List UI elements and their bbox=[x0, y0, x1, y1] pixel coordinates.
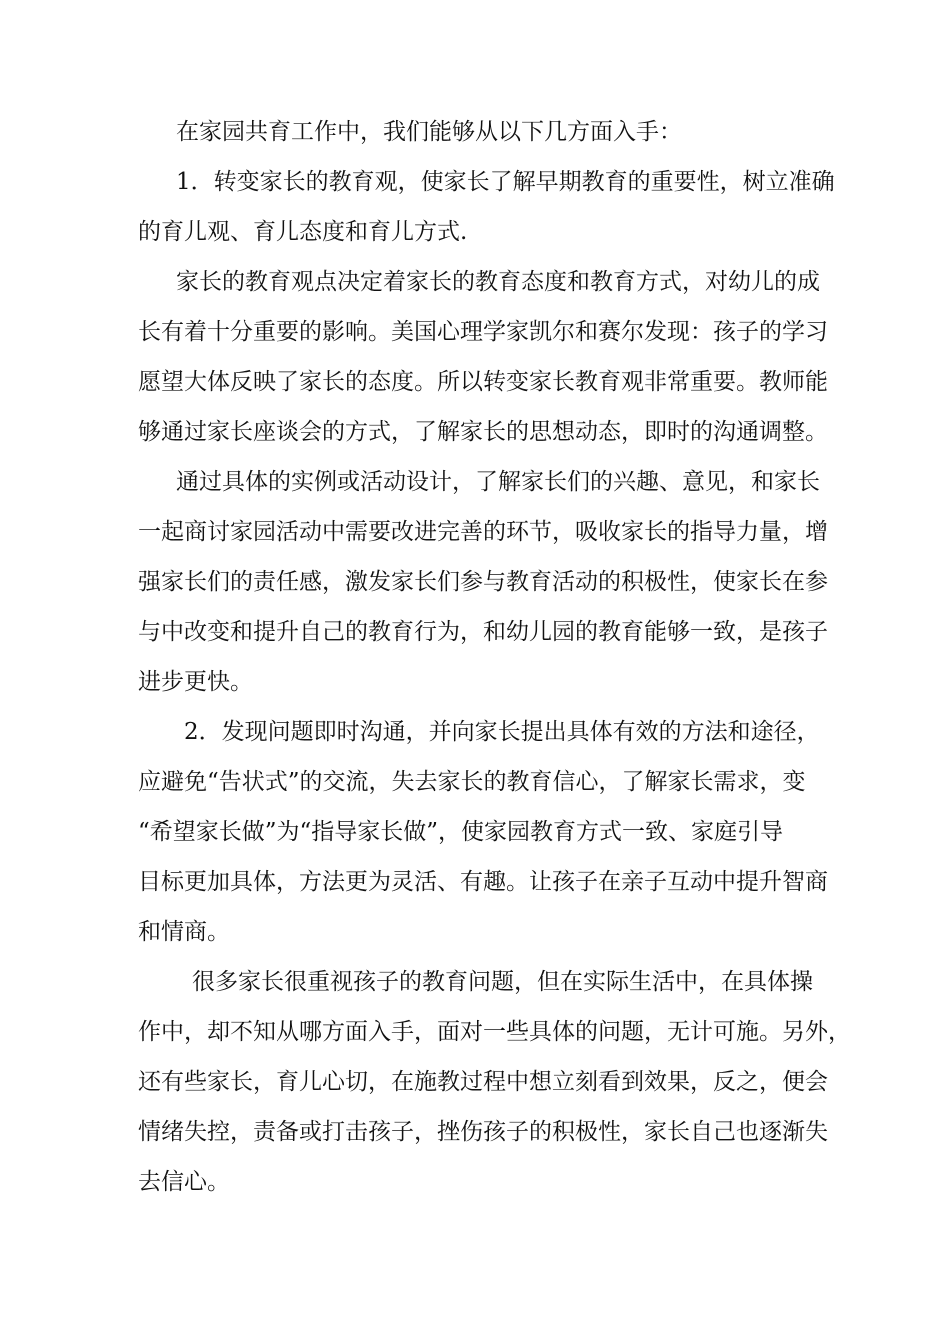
text-line-7: 够通过家长座谈会的方式，了解家长的思想动态，即时的沟通调整。 bbox=[138, 419, 828, 445]
text-line-1: 在家园共育工作中，我们能够从以下几方面入手： bbox=[176, 119, 682, 145]
text-line-14: 应避免“告状式”的交流，失去家长的教育信心，了解家长需求，变 bbox=[138, 769, 806, 795]
text-line-6: 愿望大体反映了家长的态度。所以转变家长教育观非常重要。教师能 bbox=[138, 369, 828, 395]
text-line-2: 1．转变家长的教育观，使家长了解早期教育的重要性，树立准确 bbox=[176, 169, 835, 195]
text-line-11: 与中改变和提升自己的教育行为，和幼儿园的教育能够一致，是孩子 bbox=[138, 619, 828, 645]
text-line-8: 通过具体的实例或活动设计，了解家长们的兴趣、意见，和家长 bbox=[176, 469, 820, 495]
text-line-19: 作中，却不知从哪方面入手，面对一些具体的问题，无计可施。另外， bbox=[138, 1019, 851, 1045]
text-line-16: 目标更加具体，方法更为灵活、有趣。让孩子在亲子互动中提升智商 bbox=[138, 869, 828, 895]
text-line-22: 去信心。 bbox=[138, 1169, 230, 1195]
text-line-21: 情绪失控，责备或打击孩子，挫伤孩子的积极性，家长自己也逐渐失 bbox=[138, 1119, 828, 1145]
text-line-18: 很多家长很重视孩子的教育问题，但在实际生活中，在具体操 bbox=[192, 969, 813, 995]
text-line-13: 2．发现问题即时沟通，并向家长提出具体有效的方法和途径， bbox=[184, 719, 820, 745]
text-line-10: 强家长们的责任感，激发家长们参与教育活动的积极性，使家长在参 bbox=[138, 569, 828, 595]
text-line-15: “希望家长做”为“指导家长做”，使家园教育方式一致、家庭引导 bbox=[138, 819, 784, 845]
text-line-5: 长有着十分重要的影响。美国心理学家凯尔和赛尔发现：孩子的学习 bbox=[138, 319, 828, 345]
text-line-20: 还有些家长，育儿心切，在施教过程中想立刻看到效果，反之，便会 bbox=[138, 1069, 828, 1095]
text-line-9: 一起商讨家园活动中需要改进完善的环节，吸收家长的指导力量，增 bbox=[138, 519, 828, 545]
text-line-3: 的育儿观、育儿态度和育儿方式. bbox=[138, 219, 468, 245]
text-line-17: 和情商。 bbox=[138, 919, 230, 945]
text-line-4: 家长的教育观点决定着家长的教育态度和教育方式，对幼儿的成 bbox=[176, 269, 820, 295]
text-line-12: 进步更快。 bbox=[138, 669, 253, 695]
